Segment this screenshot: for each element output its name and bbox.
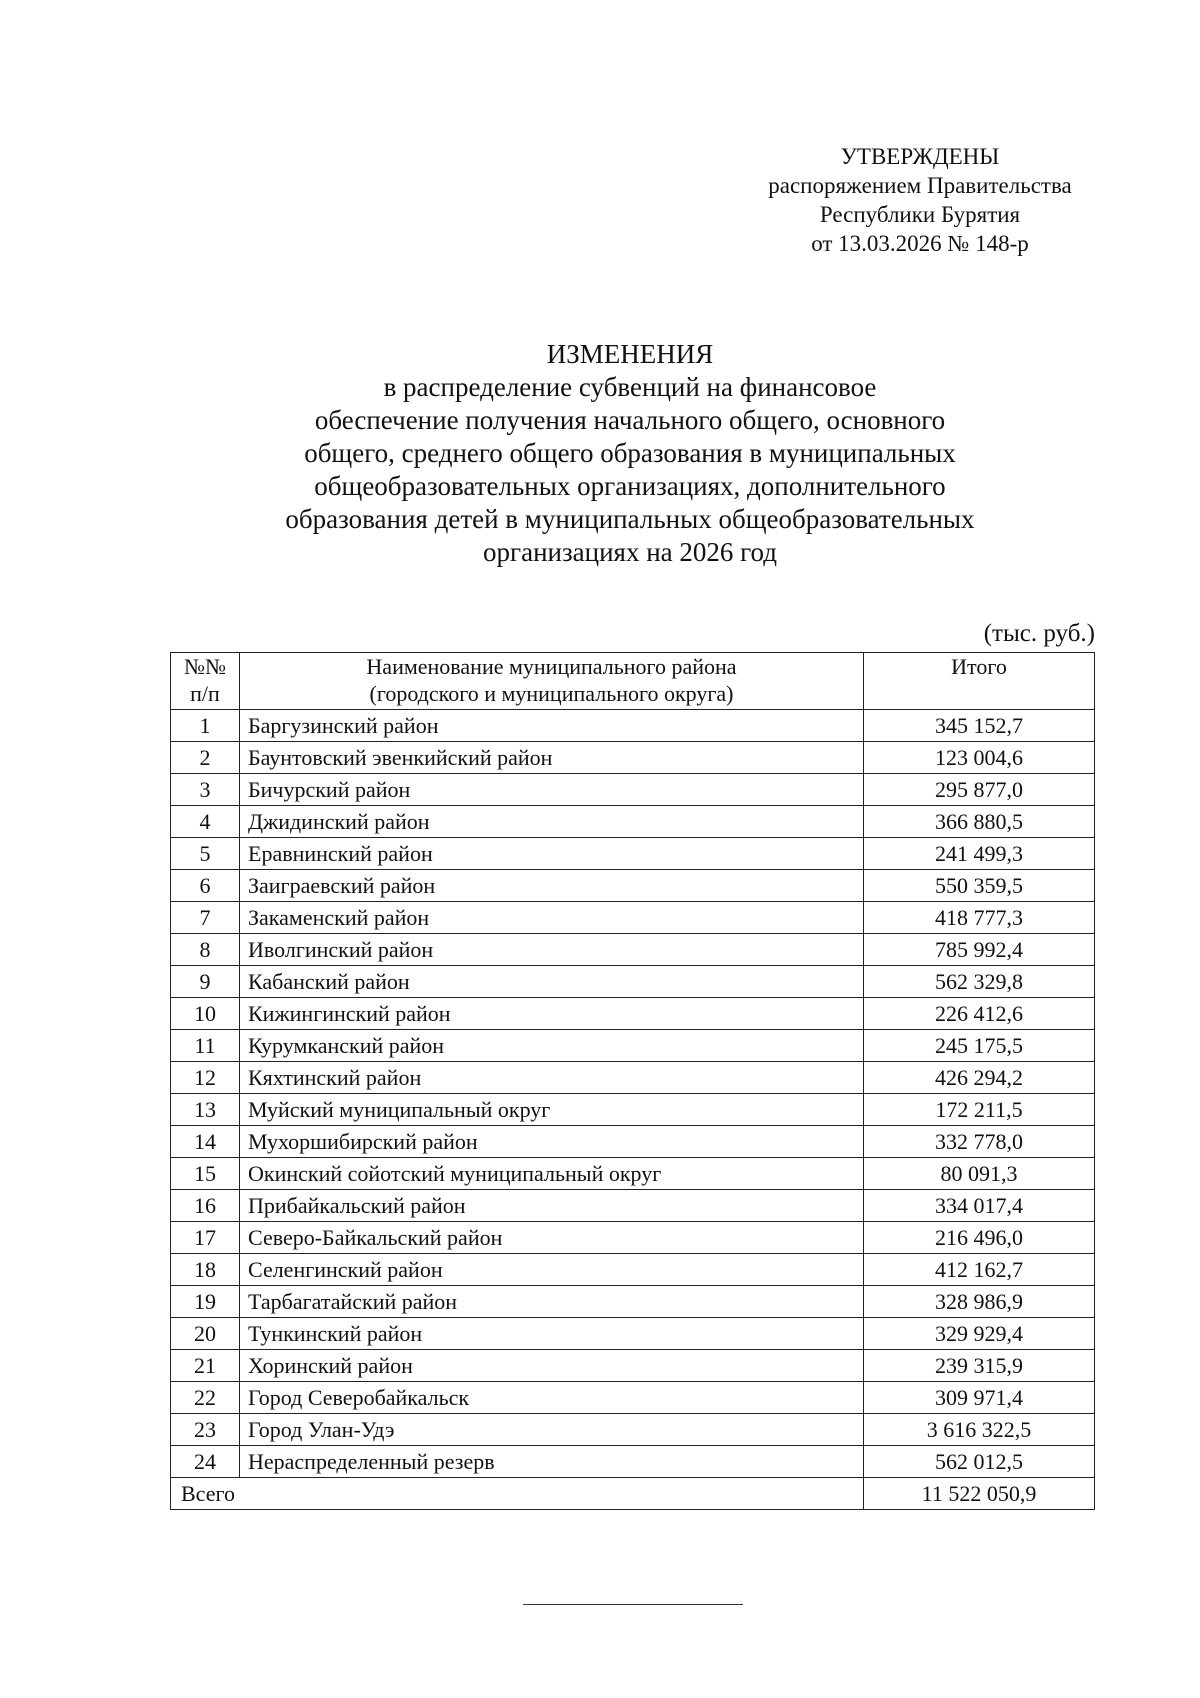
approval-line: распоряжением Правительства: [768, 173, 1072, 198]
table-row: [171, 1382, 1095, 1414]
header-name-line1: Наименование муниципального района: [366, 654, 737, 679]
row-total: 345 152,7: [864, 710, 1095, 742]
table-row: [171, 966, 1095, 998]
row-total: 309 971,4: [864, 1382, 1095, 1414]
row-name: Тункинский район: [240, 1318, 864, 1350]
row-total: 332 778,0: [864, 1126, 1095, 1158]
row-total: 80 091,3: [864, 1158, 1095, 1190]
table-row: [171, 1414, 1095, 1446]
row-number: 16: [171, 1190, 240, 1222]
approval-line: Республики Бурятия: [819, 202, 1021, 227]
row-number: 19: [171, 1286, 240, 1318]
row-number: 5: [171, 838, 240, 870]
approval-stamp: [740, 142, 1100, 258]
row-name: Муйский муниципальный округ: [240, 1094, 864, 1126]
row-total: 366 880,5: [864, 806, 1095, 838]
table-row: [171, 1094, 1095, 1126]
title-line: образования детей в муниципальных общеобразовательных: [285, 504, 975, 534]
row-total: 418 777,3: [864, 902, 1095, 934]
table-row: [171, 1222, 1095, 1254]
row-name: Мухоршибирский район: [240, 1126, 864, 1158]
row-total: 334 017,4: [864, 1190, 1095, 1222]
row-name: Баунтовский эвенкийский район: [240, 742, 864, 774]
table-row: [171, 710, 1095, 742]
row-number: 6: [171, 870, 240, 902]
row-total: 239 315,9: [864, 1350, 1095, 1382]
row-name: Курумканский район: [240, 1030, 864, 1062]
title-heading: ИЗМЕНЕНИЯ: [546, 339, 714, 369]
row-total: 562 012,5: [864, 1446, 1095, 1478]
grand-total-value: 11 522 050,9: [864, 1478, 1095, 1510]
table-body: [171, 710, 1095, 1478]
table-row: [171, 1190, 1095, 1222]
row-total: 226 412,6: [864, 998, 1095, 1030]
distribution-table: [170, 652, 1095, 1510]
row-number: 1: [171, 710, 240, 742]
row-name: Заиграевский район: [240, 870, 864, 902]
title-line: общего, среднего общего образования в муниципальных: [304, 438, 956, 468]
row-number: 18: [171, 1254, 240, 1286]
grand-total-row: [171, 1478, 1095, 1510]
row-name: Окинский сойотский муниципальный округ: [240, 1158, 864, 1190]
table-row: [171, 742, 1095, 774]
row-number: 3: [171, 774, 240, 806]
row-number: 15: [171, 1158, 240, 1190]
table-row: [171, 902, 1095, 934]
table-row: [171, 934, 1095, 966]
row-number: 23: [171, 1414, 240, 1446]
table-header-row: [171, 653, 1095, 710]
row-name: Хоринский район: [240, 1350, 864, 1382]
row-name: Северо-Байкальский район: [240, 1222, 864, 1254]
row-number: 14: [171, 1126, 240, 1158]
row-number: 8: [171, 934, 240, 966]
row-total: 412 162,7: [864, 1254, 1095, 1286]
row-number: 2: [171, 742, 240, 774]
table-row: [171, 806, 1095, 838]
table-row: [171, 1030, 1095, 1062]
title-line: в распределение субвенций на финансовое: [383, 372, 877, 402]
table-row: [171, 1318, 1095, 1350]
grand-total-label: Всего: [171, 1478, 864, 1510]
table-row: [171, 1062, 1095, 1094]
row-total: 328 986,9: [864, 1286, 1095, 1318]
row-number: 17: [171, 1222, 240, 1254]
row-name: Джидинский район: [240, 806, 864, 838]
row-number: 12: [171, 1062, 240, 1094]
row-name: Селенгинский район: [240, 1254, 864, 1286]
title-line: общеобразовательных организациях, дополнительного: [314, 471, 946, 501]
approval-line: УТВЕРЖДЕНЫ: [840, 144, 1000, 169]
row-name: Прибайкальский район: [240, 1190, 864, 1222]
row-total: 550 359,5: [864, 870, 1095, 902]
table-row: [171, 838, 1095, 870]
table-row: [171, 998, 1095, 1030]
row-total: 245 175,5: [864, 1030, 1095, 1062]
title-line: организациях на 2026 год: [483, 537, 777, 567]
table-row: [171, 1126, 1095, 1158]
table-row: [171, 1286, 1095, 1318]
row-name: Тарбагатайский район: [240, 1286, 864, 1318]
row-number: 10: [171, 998, 240, 1030]
header-num: [171, 653, 240, 710]
row-total: 123 004,6: [864, 742, 1095, 774]
row-number: 13: [171, 1094, 240, 1126]
table-row: [171, 1446, 1095, 1478]
row-number: 22: [171, 1382, 240, 1414]
row-name: Кяхтинский район: [240, 1062, 864, 1094]
row-name: Кижингинский район: [240, 998, 864, 1030]
row-number: 21: [171, 1350, 240, 1382]
row-number: 4: [171, 806, 240, 838]
row-name: Иволгинский район: [240, 934, 864, 966]
table-row: [171, 1350, 1095, 1382]
footer-divider: [523, 1604, 743, 1605]
document-title: [150, 338, 1110, 569]
row-total: 329 929,4: [864, 1318, 1095, 1350]
row-name: Еравнинский район: [240, 838, 864, 870]
row-total: 241 499,3: [864, 838, 1095, 870]
row-total: 216 496,0: [864, 1222, 1095, 1254]
header-name-line2: (городского и муниципального округа): [369, 681, 734, 706]
row-name: Закаменский район: [240, 902, 864, 934]
row-total: 295 877,0: [864, 774, 1095, 806]
row-name: Город Северобайкальск: [240, 1382, 864, 1414]
row-name: Бичурский район: [240, 774, 864, 806]
row-total: 562 329,8: [864, 966, 1095, 998]
row-name: Баргузинский район: [240, 710, 864, 742]
row-total: 426 294,2: [864, 1062, 1095, 1094]
approval-line: от 13.03.2026 № 148-р: [811, 231, 1029, 256]
row-number: 20: [171, 1318, 240, 1350]
units-label: (тыс. руб.): [983, 620, 1095, 647]
table-row: [171, 774, 1095, 806]
header-name: [240, 653, 864, 710]
table-row: [171, 1254, 1095, 1286]
header-num-line2: п/п: [190, 681, 220, 706]
title-line: обеспечение получения начального общего, основного: [314, 405, 946, 435]
row-total: 172 211,5: [864, 1094, 1095, 1126]
row-number: 24: [171, 1446, 240, 1478]
header-num-line1: №№: [184, 654, 226, 679]
row-name: Город Улан-Удэ: [240, 1414, 864, 1446]
row-number: 7: [171, 902, 240, 934]
row-total: 785 992,4: [864, 934, 1095, 966]
row-number: 11: [171, 1030, 240, 1062]
table-row: [171, 1158, 1095, 1190]
row-number: 9: [171, 966, 240, 998]
row-name: Кабанский район: [240, 966, 864, 998]
row-total: 3 616 322,5: [864, 1414, 1095, 1446]
row-name: Нераспределенный резерв: [240, 1446, 864, 1478]
header-total: Итого: [864, 653, 1095, 710]
table-row: [171, 870, 1095, 902]
